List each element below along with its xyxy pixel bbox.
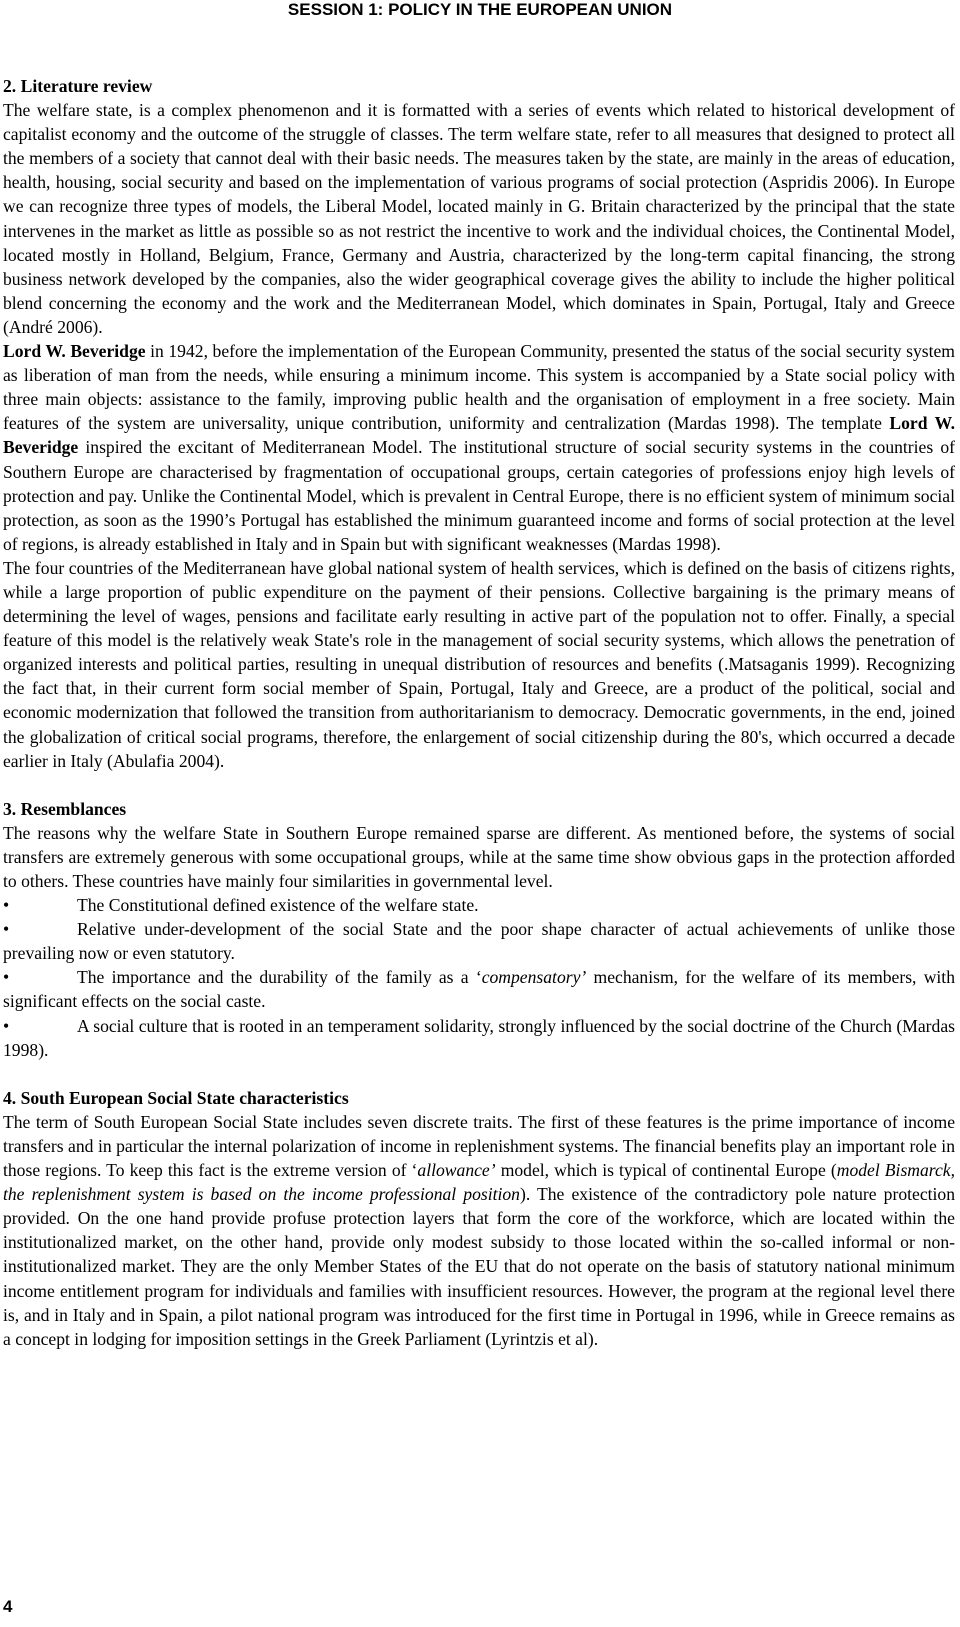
paragraph-welfare-state: The welfare state, is a complex phenomenon and it is formatted with a series of events which related to historical development of capitalist economy and the outcome of the struggle of classes. The term welfare state, refer to all measures that designed to protect all the members of a society that cannot deal with their basic needs. The measures taken by the state, are mainly in the areas of education, health, housing, social security and based on the implementation of various programs of social protection (Aspridis 2006). In Europe we can recognize three types of models, the Liberal Model, located mainly in G. Britain characterized by the principal that the state intervenes in the market as little as possible so as not restrict the incentive to work and the individual choices, the Continental Model, located mostly in Holland, Belgium, France, Germany and Austria, characterized by the long-term capital financing, the strong business network developed by the companies, also the wider geographical coverage gives the ability to include the higher political blend concerning the economy and the work and the Mediterranean Model, which dominates in Spain, Portugal, Italy and Greece (André 2006). (3, 100, 955, 337)
section-heading-literature-review: 2. Literature review (3, 76, 153, 96)
section-heading-resemblances: 3. Resemblances (3, 798, 127, 819)
bullet-icon: • (3, 1015, 10, 1036)
bullet-item: • The Constitutional defined existence of the welfare state. (3, 893, 955, 917)
bullet-item: • Relative under-development of the social State and the poor shape character of actual achievements of unlike those prevailing now or even statutory. (3, 919, 955, 964)
bullet-icon: • (3, 895, 10, 916)
page-number: 4 (3, 1597, 13, 1616)
bullet-icon: • (3, 919, 10, 940)
article-body (3, 74, 955, 1351)
section-gap (3, 773, 955, 797)
bold-beveridge-name-2: Lord W. Beveridge (3, 413, 955, 458)
italic-compensatory: compensatory’ (481, 967, 587, 988)
bold-beveridge-name: Lord W. Beveridge (3, 341, 146, 362)
italic-allowance: allowance’ (417, 1160, 496, 1181)
section-gap (3, 1062, 955, 1086)
bullet-icon: • (3, 967, 10, 988)
paragraph-south-european-traits: The term of South European Social State includes seven discrete traits. The first of these features is the prime importance of income transfers and in particular the internal polarization of income in replenishment systems. The financial benefits play an important role in those regions. To keep this fact is the extreme version of ‘allowance’ model, which is typical of continental Europe (model Bismarck, the replenishment system is based on the income professional position). The existence of the contradictory pole nature protection provided. On the one hand provide profuse protection layers that form the core of the workforce, which are located within the institutionalized market, on the other hand, provide only modest subsidy to those located within the so-called informal or non-institutionalized market. They are the only Member States of the EU that do not operate on the basis of statutory national minimum income entitlement program for individuals and families with insufficient resources. However, the program at the regional level there is, and in Italy and in Spain, a pilot national program was introduced for the first time in Portugal in 1996, while in Greece remains as a concept in lodging for imposition settings in the Greek Parliament (Lyrintzis et al). (3, 1111, 956, 1349)
bullet-item: • The importance and the durability of the family as a ‘compensatory’ mechanism, for the welfare of its members, with significant effects on the social caste. (3, 967, 955, 1012)
paragraph-mediterranean-countries: The four countries of the Mediterranean have global national system of health services, which is defined on the basis of citizens rights, while a large proportion of public expenditure on the payment of their pensions. Collective bargaining is the primary means of determining the level of wages, pensions and facilitate early resulting in active part of the population not to offer. Finally, a special feature of this model is the relatively weak State's role in the management of social security systems, which allows the penetration of organized interests and political parties, resulting in unequal distribution of resources and benefits (.Matsaganis 1999). Recognizing the fact that, in their current form social member of Spain, Portugal, Italy and Greece, are a product of the political, social and economic modernization that followed the transition from authoritarianism to democracy. Democratic governments, in the end, joined the globalization of critical social programs, therefore, the enlargement of social citizenship during the 80's, which occurred a decade earlier in Italy (Abulafia 2004). (3, 557, 955, 771)
running-header: SESSION 1: POLICY IN THE EUROPEAN UNION (287, 0, 673, 19)
italic-bismarck: model Bismarck, the replenishment system is based on the income professional position (3, 1160, 956, 1205)
paragraph-beveridge: Lord W. Beveridge in 1942, before the implementation of the European Community, presented the status of the social security system as liberation of man from the needs, while ensuring a minimum income. This system is accompanied by a State social policy with three main objects: assistance to the family, improving public health and the organisation of employment in a free society. Main features of the system are universality, unique contribution, uniformity and centralization (Mardas 1998). The template Lord W. Beveridge inspired the excitant of Mediterranean Model. The institutional structure of social security systems in the countries of Southern Europe are characterised by fragmentation of occupational groups, certain categories of professions enjoy high levels of protection and pay. Unlike the Continental Model, which is prevalent in Central Europe, there is no efficient system of minimum social protection, as soon as the 1990’s Portugal has established the minimum guaranteed income and forms of social protection at the level of regions, is already established in Italy and in Spain but with significant weaknesses (Mardas 1998). (3, 341, 955, 554)
paragraph-resemblances-intro: The reasons why the welfare State in Southern Europe remained sparse are different. As mentioned before, the systems of social transfers are extremely generous with some occupational groups, while at the same time show obvious gaps in the protection afforded to others. These countries have mainly four similarities in governmental level. (3, 822, 955, 891)
bullet-item: • A social culture that is rooted in an temperament solidarity, strongly influenced by the social doctrine of the Church (Mardas 1998). (3, 1015, 955, 1060)
section-heading-south-european: 4. South European Social State characteristics (3, 1087, 349, 1108)
